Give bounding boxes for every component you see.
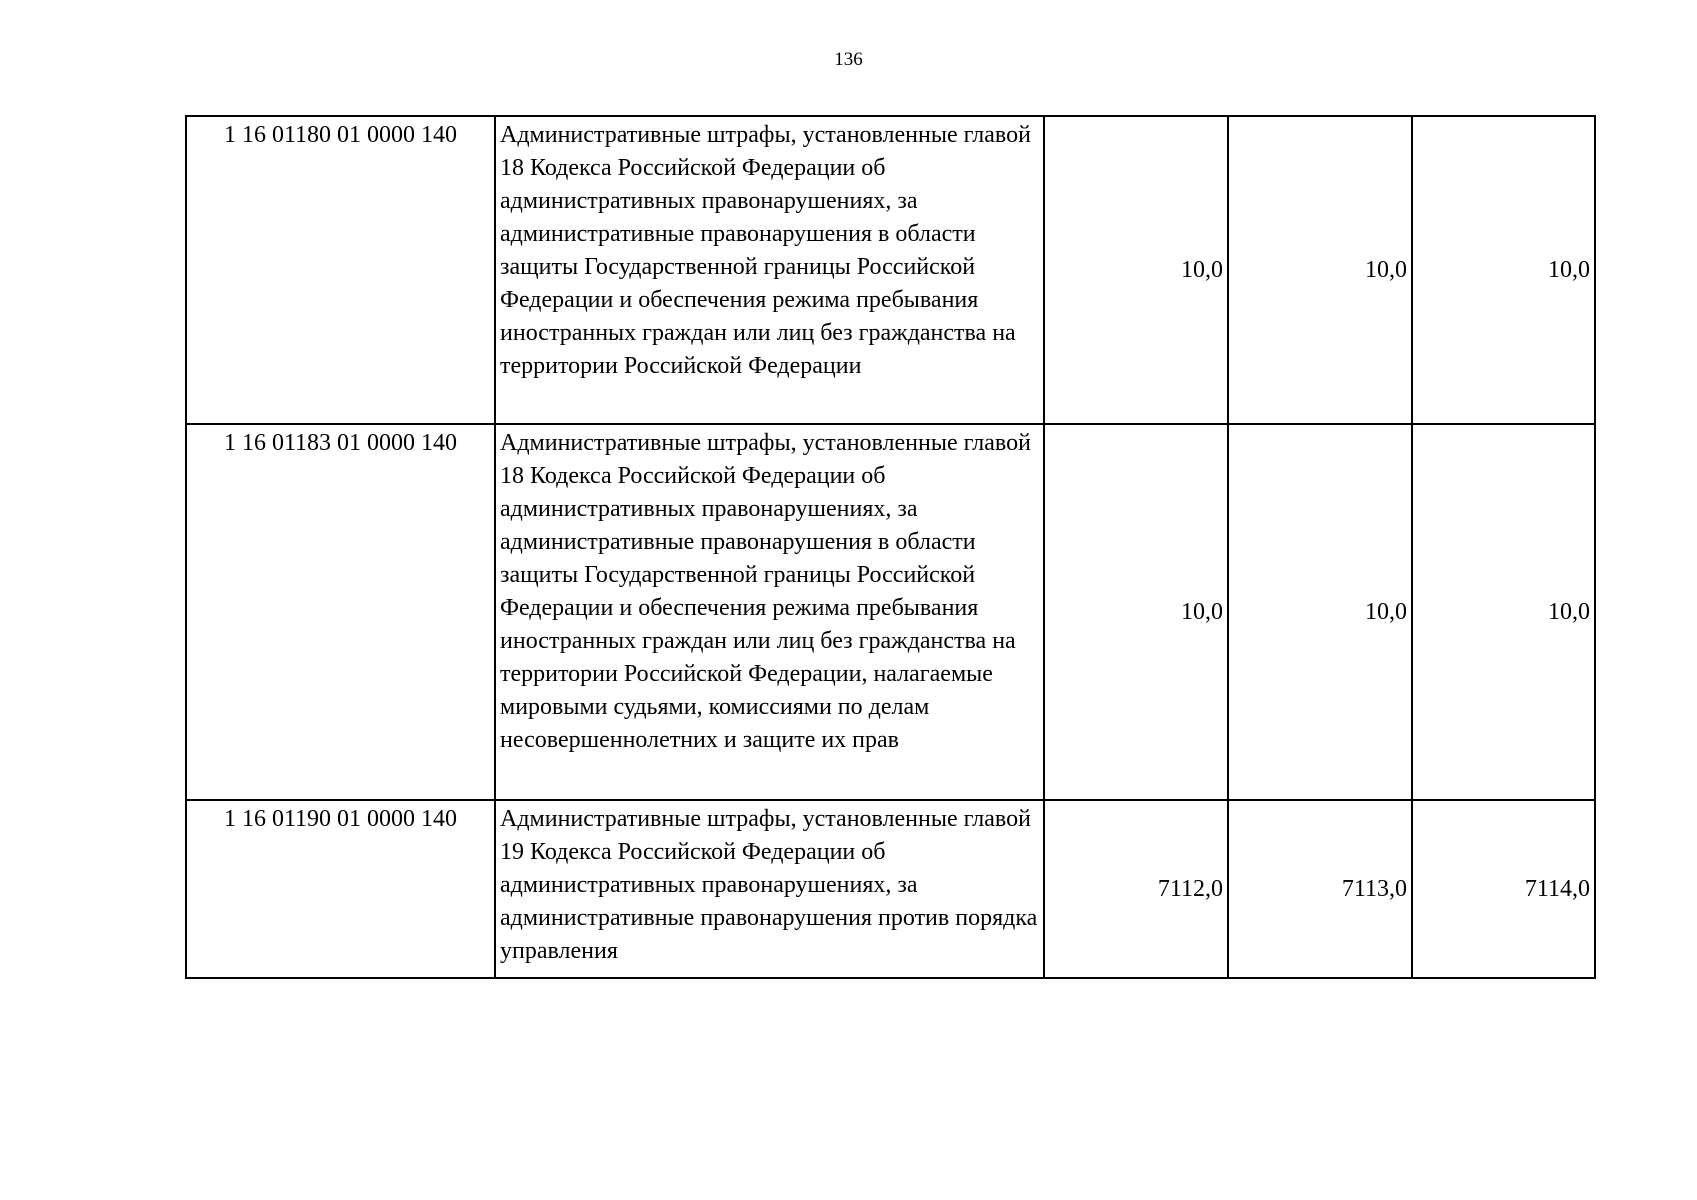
value-cell-year-1: 10,0 xyxy=(1044,116,1228,424)
page-number: 136 xyxy=(834,49,863,70)
description-cell: Административные штрафы, установленные главой 19 Кодекса Российской Федерации об административных правонарушениях, за административные правонарушения против порядка управления xyxy=(495,800,1044,978)
table-row xyxy=(186,424,1595,800)
budget-table-container xyxy=(185,115,1596,979)
budget-table xyxy=(185,115,1596,979)
budget-code-cell: 1 16 01190 01 0000 140 xyxy=(186,800,495,978)
budget-code-cell: 1 16 01180 01 0000 140 xyxy=(186,116,495,424)
table-row xyxy=(186,116,1595,424)
description-cell: Административные штрафы, установленные главой 18 Кодекса Российской Федерации об административных правонарушениях, за административные правонарушения в области защиты Государственной границы Российской Федерации и обеспечения режима пребывания иностранных граждан или лиц без гражданства на территории Российской Федерации, налагаемые мировыми судьями, комиссиями по делам несовершеннолетних и защите их прав xyxy=(495,424,1044,800)
value-cell-year-2: 7113,0 xyxy=(1228,800,1412,978)
value-cell-year-2: 10,0 xyxy=(1228,424,1412,800)
budget-code-cell: 1 16 01183 01 0000 140 xyxy=(186,424,495,800)
value-cell-year-3: 10,0 xyxy=(1412,424,1595,800)
value-cell-year-3: 7114,0 xyxy=(1412,800,1595,978)
value-cell-year-1: 7112,0 xyxy=(1044,800,1228,978)
value-cell-year-1: 10,0 xyxy=(1044,424,1228,800)
table-row xyxy=(186,800,1595,978)
description-cell: Административные штрафы, установленные главой 18 Кодекса Российской Федерации об административных правонарушениях, за административные правонарушения в области защиты Государственной границы Российской Федерации и обеспечения режима пребывания иностранных граждан или лиц без гражданства на территории Российской Федерации xyxy=(495,116,1044,424)
value-cell-year-3: 10,0 xyxy=(1412,116,1595,424)
value-cell-year-2: 10,0 xyxy=(1228,116,1412,424)
